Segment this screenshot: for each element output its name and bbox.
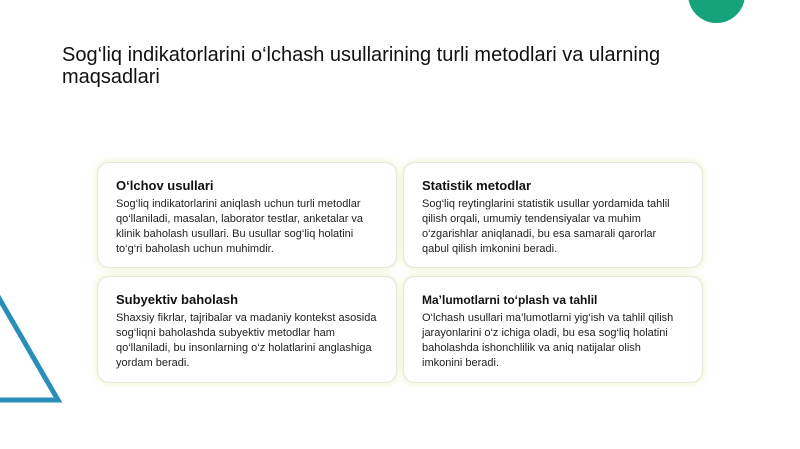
card-subyektiv-baholash: [97, 276, 397, 383]
card-heading: Subyektiv baholash: [116, 292, 239, 307]
decorative-triangle-outline: [0, 285, 80, 415]
card-statistik-metodlar: [403, 162, 703, 268]
card-text: Sog‘liq reytinglarini statistik usullar yordamida tahlil qilish orqali, umumiy tendensiyalar va muhim o‘zgarishlar aniqlanadi, bu esa samarali qarorlar qabul qilish imkonini beradi.: [422, 198, 670, 255]
card-text: Shaxsiy fikrlar, tajribalar va madaniy kontekst asosida sog‘liqni baholashda subyektiv metodlar ham qo‘llaniladi, bu insonlarning o‘z holatlarini anglashiga yordam beradi.: [116, 312, 377, 369]
slide-title: Sog‘liq indikatorlarini o‘lchash usullarining turli metodlari va ularning maqsadlari: [62, 44, 661, 88]
card-text: Sog‘liq indikatorlarini aniqlash uchun turli metodlar qo‘llaniladi, masalan, laborator testlar, anketalar va klinik baholash usullari. Bu usullar sog‘liq holatini to‘g‘ri baholash uchun muhimdir.: [116, 198, 364, 255]
card-heading: O‘lchov usullari: [116, 178, 214, 193]
decorative-circle: [688, 0, 745, 23]
card-heading: Ma’lumotlarni to‘plash va tahlil: [422, 293, 598, 307]
card-heading: Statistik metodlar: [422, 178, 532, 193]
card-text: O‘lchash usullari ma’lumotlarni yig‘ish va tahlil qilish jarayonlarini o‘z ichiga oladi, bu esa sog‘liq holatini baholashda ishonchlilik va aniq natijalar olish imkonini beradi.: [422, 312, 674, 369]
card-olchov-usullari: [97, 162, 397, 268]
card-malumotlarni-toplash: [403, 276, 703, 383]
